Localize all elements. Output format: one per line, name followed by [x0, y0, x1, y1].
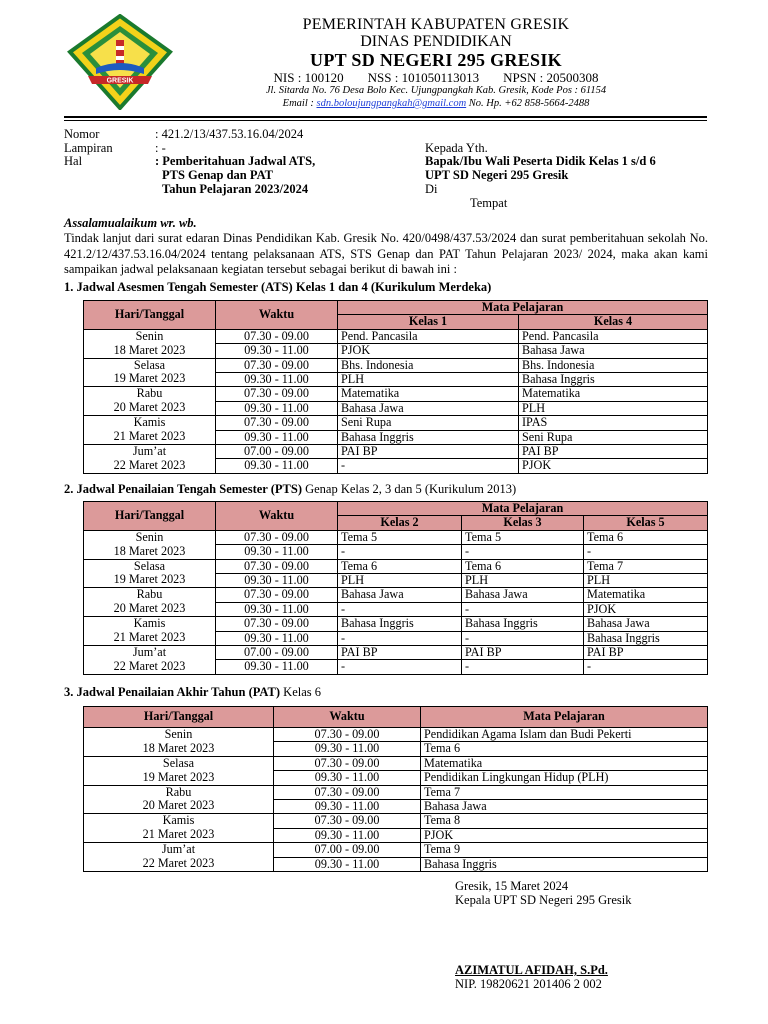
intro-paragraph: Tindak lanjut dari surat edaran Dinas Pendidikan Kab. Gresik No. 420/0498/437.53/2024 dan surat pemberitahuan sekolah No. 421.2/12/437.53.16.04/2024 tentang pelaksanaan ATS, STS Genap dan PAT Tahun Pelajaran 2023/ 2024, maka akan kami sampaikan jadwal pelaksanaan kegiatan tersebut sebagai berikut di bawah ini : — [64, 231, 708, 277]
day-date-cell — [84, 444, 216, 473]
lampiran-value: : - — [155, 141, 166, 155]
header-subjects: Mata Pelajaran — [338, 502, 708, 516]
subject-cell: PJOK — [421, 828, 708, 842]
subject-cell: PLH — [338, 372, 519, 386]
section-2-title: 2. Jadwal Penailaian Tengah Semester (PTS) Genap Kelas 2, 3 dan 5 (Kurikulum 2013) — [64, 482, 517, 496]
signature-place-date: Gresik, 15 Maret 2024 — [455, 879, 569, 893]
table-row — [84, 785, 708, 799]
subject-cell: PAI BP — [462, 645, 584, 659]
subject-cell: PLH — [462, 573, 584, 587]
lampiran-label: Lampiran — [64, 141, 113, 155]
subject-cell: Pendidikan Agama Islam dan Budi Pekerti — [421, 728, 708, 742]
subject-cell: Tema 9 — [421, 843, 708, 857]
recipient-line-4: Di — [425, 182, 438, 196]
subject-cell: Tema 6 — [338, 559, 462, 573]
header-day: Hari/Tanggal — [84, 301, 216, 330]
header-day: Hari/Tanggal — [84, 502, 216, 531]
day-name: Senin — [135, 329, 164, 343]
recipient-line-3: UPT SD Negeri 295 Gresik — [425, 168, 569, 182]
subject-cell: - — [584, 660, 708, 674]
day-name: Senin — [164, 727, 193, 742]
day-date: 22 Maret 2023 — [113, 658, 186, 673]
table-row — [84, 559, 708, 573]
day-name: Jum’at — [161, 842, 196, 857]
signatory-nip: NIP. 19820621 201406 2 002 — [455, 977, 602, 991]
subject-cell: - — [462, 602, 584, 616]
day-name: Rabu — [165, 785, 192, 799]
subject-cell: Pend. Pancasila — [338, 329, 519, 343]
hal-line-3: Tahun Pelajaran 2023/2024 — [162, 182, 309, 196]
subject-cell: IPAS — [519, 416, 708, 430]
time-cell: 09.30 - 11.00 — [216, 660, 338, 674]
day-date-cell — [84, 416, 216, 445]
hal-line-1: : Pemberitahuan Jadwal ATS, — [155, 154, 316, 168]
subject-cell: Matematika — [519, 387, 708, 401]
pat-schedule-table — [83, 706, 708, 872]
time-cell: 09.30 - 11.00 — [216, 430, 338, 444]
subject-cell: Bahasa Jawa — [462, 588, 584, 602]
day-name: Rabu — [136, 587, 163, 602]
header-kelas-3: Kelas 3 — [462, 516, 584, 530]
subject-cell: PLH — [584, 573, 708, 587]
day-date: 20 Maret 2023 — [113, 400, 186, 415]
subject-cell: Tema 5 — [462, 530, 584, 544]
subject-cell: Bhs. Indonesia — [519, 358, 708, 372]
subject-cell: Tema 8 — [421, 814, 708, 828]
day-name: Selasa — [162, 756, 195, 770]
subject-cell: Pendidikan Lingkungan Hidup (PLH) — [421, 771, 708, 785]
subject-cell: - — [338, 545, 462, 559]
subject-cell: Bahasa Jawa — [421, 799, 708, 813]
subject-cell: Tema 7 — [421, 785, 708, 799]
time-cell: 09.30 - 11.00 — [274, 828, 421, 842]
subject-cell: - — [338, 631, 462, 645]
subject-cell: Bhs. Indonesia — [338, 358, 519, 372]
day-name: Selasa — [133, 358, 166, 372]
time-cell: 09.30 - 11.00 — [216, 401, 338, 415]
nomor-label: Nomor — [64, 127, 100, 141]
time-cell: 09.30 - 11.00 — [216, 344, 338, 358]
table-row — [84, 588, 708, 602]
letterhead-ids — [186, 70, 686, 86]
day-date-cell — [84, 358, 216, 387]
nomor-value: : 421.2/13/437.53.16.04/2024 — [155, 127, 304, 141]
table-row — [84, 843, 708, 857]
header-subjects: Mata Pelajaran — [421, 707, 708, 728]
subject-cell: Tema 6 — [421, 742, 708, 756]
day-date: 18 Maret 2023 — [113, 543, 186, 558]
section-1-title: 1. Jadwal Asesmen Tengah Semester (ATS) Kelas 1 dan 4 (Kurikulum Merdeka) — [64, 280, 492, 294]
time-cell: 07.00 - 09.00 — [216, 645, 338, 659]
header-kelas-1: Kelas 1 — [338, 315, 519, 329]
subject-cell: Bahasa Inggris — [462, 617, 584, 631]
subject-cell: Bahasa Jawa — [584, 617, 708, 631]
header-time: Waktu — [216, 502, 338, 531]
gresik-regency-logo — [66, 14, 174, 110]
hal-label: Hal — [64, 154, 83, 168]
day-date: 19 Maret 2023 — [113, 371, 186, 386]
day-name: Senin — [135, 530, 164, 544]
pts-schedule-table — [83, 501, 708, 675]
email-link[interactable]: sdn.boloujungpangkah@gmail.com — [316, 98, 467, 109]
day-date-cell — [84, 588, 216, 617]
header-time: Waktu — [274, 707, 421, 728]
header-day: Hari/Tanggal — [84, 707, 274, 728]
time-cell: 07.30 - 09.00 — [216, 559, 338, 573]
day-date: 22 Maret 2023 — [142, 856, 215, 871]
time-cell: 07.30 - 09.00 — [274, 785, 421, 799]
table-row — [84, 329, 708, 343]
subject-cell: Matematika — [584, 588, 708, 602]
table-row — [84, 444, 708, 458]
day-date: 19 Maret 2023 — [142, 769, 215, 784]
time-cell: 07.30 - 09.00 — [216, 387, 338, 401]
time-cell: 09.30 - 11.00 — [274, 857, 421, 871]
subject-cell: PAI BP — [338, 645, 462, 659]
header-kelas-2: Kelas 2 — [338, 516, 462, 530]
table-row — [84, 387, 708, 401]
pat-schedule-body — [84, 728, 708, 872]
time-cell: 07.30 - 09.00 — [216, 329, 338, 343]
subject-cell: Bahasa Jawa — [338, 401, 519, 415]
day-date-cell — [84, 617, 216, 646]
time-cell: 07.30 - 09.00 — [216, 358, 338, 372]
subject-cell: PAI BP — [338, 444, 519, 458]
signatory-name: AZIMATUL AFIDAH, S.Pd. — [455, 963, 608, 977]
subject-cell: Bahasa Inggris — [519, 372, 708, 386]
subject-cell: Bahasa Inggris — [584, 631, 708, 645]
subject-cell: PAI BP — [519, 444, 708, 458]
header-subjects: Mata Pelajaran — [338, 301, 708, 315]
subject-cell: PJOK — [519, 459, 708, 473]
day-name: Kamis — [133, 415, 166, 430]
table-row — [84, 416, 708, 430]
day-date-cell — [84, 843, 274, 872]
time-cell: 07.30 - 09.00 — [216, 416, 338, 430]
hal-line-2: PTS Genap dan PAT — [162, 168, 274, 182]
letterhead-government: PEMERINTAH KABUPATEN GRESIK — [302, 16, 570, 33]
time-cell: 07.30 - 09.00 — [274, 814, 421, 828]
day-date: 18 Maret 2023 — [113, 342, 186, 357]
time-cell: 09.30 - 11.00 — [216, 372, 338, 386]
time-cell: 09.30 - 11.00 — [216, 459, 338, 473]
day-date: 22 Maret 2023 — [113, 457, 186, 472]
time-cell: 07.30 - 09.00 — [216, 530, 338, 544]
subject-cell: PLH — [519, 401, 708, 415]
day-date: 21 Maret 2023 — [113, 630, 186, 645]
table-row — [84, 728, 708, 742]
subject-cell: - — [462, 545, 584, 559]
letterhead-school-name: UPT SD NEGERI 295 GRESIK — [310, 50, 562, 70]
table-row — [84, 530, 708, 544]
time-cell: 09.30 - 11.00 — [274, 742, 421, 756]
subject-cell: Bahasa Inggris — [421, 857, 708, 871]
subject-cell: - — [584, 545, 708, 559]
ats-schedule-table — [83, 300, 708, 474]
letterhead-address: Jl. Sitarda No. 76 Desa Bolo Kec. Ujungpangkah Kab. Gresik, Kode Pos : 61154 — [265, 85, 607, 96]
subject-cell: - — [338, 660, 462, 674]
day-name: Jum’at — [132, 444, 167, 458]
subject-cell: Tema 6 — [462, 559, 584, 573]
subject-cell: Seni Rupa — [338, 416, 519, 430]
day-date-cell — [84, 645, 216, 674]
day-date-cell — [84, 728, 274, 757]
day-date: 18 Maret 2023 — [142, 740, 215, 755]
subject-cell: Tema 6 — [584, 530, 708, 544]
nss-number: NSS : 101050113013 — [367, 70, 480, 85]
time-cell: 09.30 - 11.00 — [274, 799, 421, 813]
time-cell: 09.30 - 11.00 — [216, 631, 338, 645]
section-3-title: 3. Jadwal Penailaian Akhir Tahun (PAT) Kelas 6 — [64, 685, 322, 699]
signature-position: Kepala UPT SD Negeri 295 Gresik — [455, 893, 632, 907]
subject-cell: Tema 5 — [338, 530, 462, 544]
subject-cell: Tema 7 — [584, 559, 708, 573]
subject-cell: Bahasa Jawa — [338, 588, 462, 602]
day-date-cell — [84, 559, 216, 588]
subject-cell: - — [338, 459, 519, 473]
time-cell: 07.30 - 09.00 — [216, 588, 338, 602]
header-kelas-4: Kelas 4 — [519, 315, 708, 329]
npsn-number: NPSN : 20500308 — [503, 70, 599, 85]
subject-cell: PAI BP — [584, 645, 708, 659]
recipient-line-1: Kepada Yth. — [425, 141, 488, 155]
day-date: 20 Maret 2023 — [142, 798, 215, 813]
day-date: 19 Maret 2023 — [113, 572, 186, 587]
letterhead-department: DINAS PENDIDIKAN — [360, 33, 512, 50]
subject-cell: - — [338, 602, 462, 616]
time-cell: 07.00 - 09.00 — [216, 444, 338, 458]
time-cell: 09.30 - 11.00 — [216, 573, 338, 587]
letterhead-contact: Email : sdn.boloujungpangkah@gmail.com No. Hp. +62 858-5664-2488 — [282, 98, 590, 109]
subject-cell: Bahasa Inggris — [338, 617, 462, 631]
time-cell: 07.30 - 09.00 — [274, 756, 421, 770]
letterhead-divider-thick — [64, 116, 707, 118]
time-cell: 09.30 - 11.00 — [274, 771, 421, 785]
letterhead-divider-thin — [64, 120, 707, 121]
day-date-cell — [84, 756, 274, 785]
day-date-cell — [84, 814, 274, 843]
recipient-line-2: Bapak/Ibu Wali Peserta Didik Kelas 1 s/d 6 — [425, 154, 656, 168]
day-date: 21 Maret 2023 — [142, 827, 215, 842]
day-date-cell — [84, 785, 274, 814]
time-cell: 09.30 - 11.00 — [216, 602, 338, 616]
time-cell: 07.30 - 09.00 — [216, 617, 338, 631]
subject-cell: Seni Rupa — [519, 430, 708, 444]
recipient-line-5: Tempat — [470, 196, 508, 210]
logo-text: GRESIK — [106, 77, 134, 85]
subject-cell: - — [462, 660, 584, 674]
nis-number: NIS : 100120 — [273, 70, 344, 85]
table-row — [84, 756, 708, 770]
subject-cell: - — [462, 631, 584, 645]
day-date-cell — [84, 530, 216, 559]
ats-schedule-body — [84, 329, 708, 473]
greeting: Assalamualaikum wr. wb. — [64, 216, 197, 230]
day-name: Rabu — [136, 386, 163, 401]
pts-schedule-body — [84, 530, 708, 674]
time-cell: 07.30 - 09.00 — [274, 728, 421, 742]
subject-cell: Bahasa Inggris — [338, 430, 519, 444]
phone-number: No. Hp. +62 858-5664-2488 — [466, 98, 590, 109]
table-row — [84, 358, 708, 372]
table-row — [84, 814, 708, 828]
day-date: 20 Maret 2023 — [113, 601, 186, 616]
subject-cell: Bahasa Jawa — [519, 344, 708, 358]
day-name: Kamis — [162, 813, 195, 828]
subject-cell: Pend. Pancasila — [519, 329, 708, 343]
subject-cell: PLH — [338, 573, 462, 587]
header-time: Waktu — [216, 301, 338, 330]
header-kelas-5: Kelas 5 — [584, 516, 708, 530]
subject-cell: Matematika — [338, 387, 519, 401]
day-name: Kamis — [133, 616, 166, 631]
table-row — [84, 617, 708, 631]
day-date: 21 Maret 2023 — [113, 429, 186, 444]
subject-cell: PJOK — [338, 344, 519, 358]
subject-cell: PJOK — [584, 602, 708, 616]
time-cell: 07.00 - 09.00 — [274, 843, 421, 857]
table-row — [84, 645, 708, 659]
day-date-cell — [84, 329, 216, 358]
day-name: Selasa — [133, 559, 166, 573]
subject-cell: Matematika — [421, 756, 708, 770]
day-date-cell — [84, 387, 216, 416]
day-name: Jum’at — [132, 645, 167, 659]
time-cell: 09.30 - 11.00 — [216, 545, 338, 559]
